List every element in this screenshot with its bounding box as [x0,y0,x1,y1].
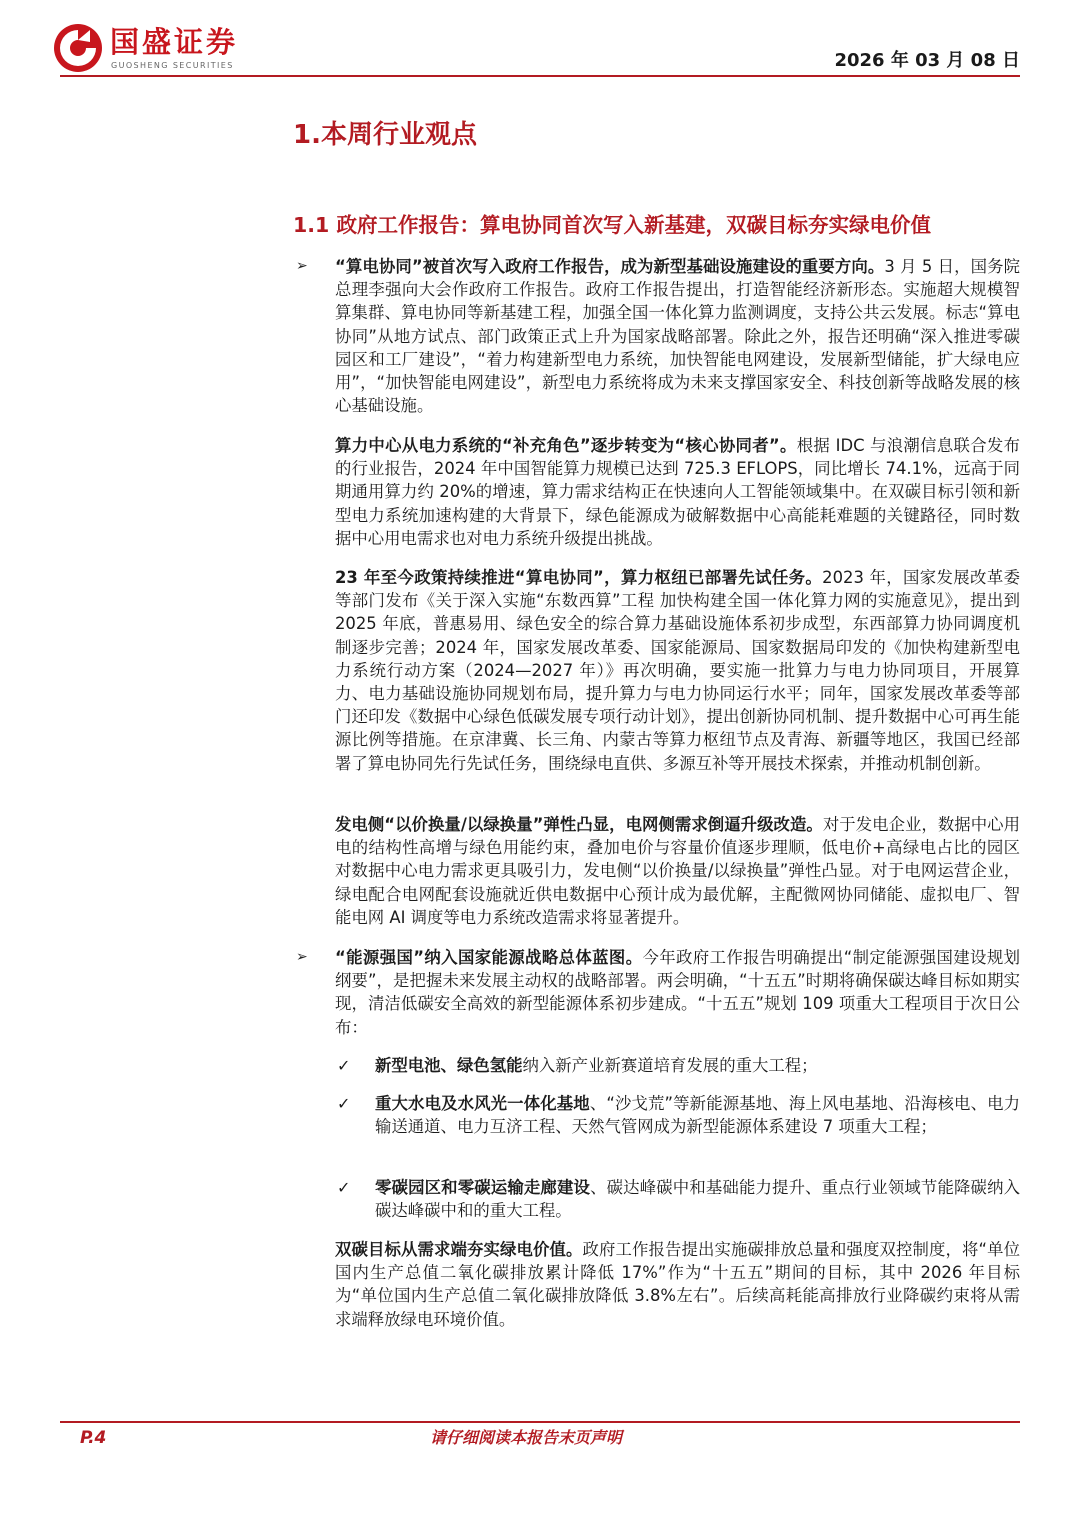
paragraph-6-text: 政府工作报告提出实施碳排放总量和强度双控制度，将“单位国内生产总值二氧化碳排放累计降低 17%”作为“十五五”期间的目标，其中 2026 年目标为“单位国内生产总值二氧化碳排放降低 3.8%左右”。后续高耗能高排放行业降碳约束将从需求端释放绿电环境价值。 [335,1240,1020,1329]
paragraph-6-lead: 双碳目标从需求端夯实绿电价值。 [335,1240,583,1259]
page-header [0,0,1080,80]
check-item-2-lead: 重大水电及水风光一体化基地 [375,1094,590,1113]
bullet-arrow-icon: ➢ [296,949,308,965]
check-item-1-text: 纳入新产业新赛道培育发展的重大工程； [522,1056,818,1075]
paragraph-4-text: 对于发电企业，数据中心用电的结构性高增与绿色用能约束，叠加电价与容量价值逐步理顺，低电价+高绿电占比的园区对数据中心电力需求更具吸引力，发电侧“以价换量/以绿换量”弹性凸显。对于电网运营企业，绿电配合电网配套设施就近供电数据中心预计成为最优解，主配微网协同储能、虚拟电厂、智能电网 AI 调度等电力系统改造需求将显著提升。 [335,815,1020,927]
paragraph-3-lead: 23 年至今政策持续推进“算电协同”，算力枢纽已部署先试任务。 [335,568,823,587]
brand-name-english: GUOSHENG SECURITIES [111,61,234,70]
paragraph-4-lead: 发电侧“以价换量/以绿换量”弹性凸显，电网侧需求倒逼升级改造。 [335,815,823,834]
footer-divider [60,1421,1020,1423]
page-number: P.4 [80,1428,107,1448]
paragraph-5-text: 今年政府工作报告明确提出“制定能源强国建设规划纲要”，是把握未来发展主动权的战略部署。两会明确，“十五五”时期将确保碳达峰目标如期实现，清洁低碳安全高效的新型能源体系初步建成。“十五五”规划 109 项重大工程项目于次日公布： [335,948,1020,1037]
brand-name: 国盛证券 [110,25,239,59]
footer-disclaimer: 请仔细阅读本报告末页声明 [430,1428,623,1447]
check-item-1 [375,1054,1020,1077]
check-item-3-lead: 零碳园区和零碳运输走廊建设 [375,1178,591,1197]
paragraph-1-lead: “算电协同”被首次写入政府工作报告，成为新型基础设施建设的重要方向。 [335,257,885,276]
check-item-3 [375,1176,1020,1222]
section-heading: 1.本周行业观点 [293,120,477,150]
paragraph-6 [335,1238,1020,1331]
check-item-1-lead: 新型电池、绿色氢能 [375,1056,523,1075]
check-item-2-text: 、“沙戈荒”等新能源基地、海上风电基地、沿海核电、电力输送通道、电力互济工程、天然气管网成为新型能源体系建设 7 项重大工程； [375,1094,1021,1137]
paragraph-3 [335,566,1020,775]
bullet-arrow-icon: ➢ [296,258,308,274]
checkmark-icon: ✓ [337,1056,351,1075]
check-item-2 [375,1092,1020,1138]
header-divider [60,75,1020,77]
checkmark-icon: ✓ [337,1094,351,1113]
subsection-heading: 1.1 政府工作报告：算电协同首次写入新基建，双碳目标夯实绿电价值 [293,213,931,237]
paragraph-5-lead: “能源强国”纳入国家能源战略总体蓝图。 [335,948,643,967]
check-item-3-text: 、碳达峰碳中和基础能力提升、重点行业领域节能降碳纳入碳达峰碳中和的重大工程。 [375,1178,1021,1221]
report-date: 2026 年 03 月 08 日 [834,50,1020,71]
guosheng-logo-icon [52,22,104,74]
paragraph-3-text: 2023 年，国家发展改革委等部门发布《关于深入实施“东数西算”工程 加快构建全国一体化算力网的实施意见》，提出到 2025 年底，普惠易用、绿色安全的综合算力基础设施体系初步成型，东西部算力协同调度机制逐步完善；2024 年，国家发展改革委、国家能源局、国家数据局印发的《加快构建新型电力系统行动方案（2024—2027 年）》再次明确，要实施一批算力与电力协同项目，开展算力、电力基础设施协同规划布局，提升算力与电力协同运行水平；同年，国家发展改革委等部门还印发《数据中心绿色低碳发展专项行动计划》，提出创新协同机制、提升数据中心可再生能源比例等措施。在京津冀、长三角、内蒙古等算力枢纽节点及青海、新疆等地区，我国已经部署了算电协同先行先试任务，围绕绿电直供、多源互补等开展技术探索，并推动机制创新。 [335,568,1020,773]
paragraph-2 [335,434,1020,550]
paragraph-1 [335,255,1020,417]
paragraph-5 [335,946,1020,1039]
paragraph-2-text: 根据 IDC 与浪潮信息联合发布的行业报告，2024 年中国智能算力规模已达到 725.3 EFLOPS，同比增长 74.1%，远高于同期通用算力约 20%的增速，算力需求结构正在快速向人工智能领域集中。在双碳目标引领和新型电力系统加速构建的大背景下，绿色能源成为破解数据中心高能耗难题的关键路径，同时数据中心用电需求也对电力系统升级提出挑战。 [335,436,1020,548]
paragraph-4 [335,813,1020,929]
paragraph-1-text: 3 月 5 日，国务院总理李强向大会作政府工作报告。政府工作报告提出，打造智能经济新形态。实施超大规模智算集群、算电协同等新基建工程，加强全国一体化算力监测调度，支持公共云发展。标志“算电协同”从地方试点、部门政策正式上升为国家战略部署。除此之外，报告还明确“深入推进零碳园区和工厂建设”，“着力构建新型电力系统，加快智能电网建设，发展新型储能，扩大绿电应用”，“加快智能电网建设”，新型电力系统将成为未来支撑国家安全、科技创新等战略发展的核心基础设施。 [335,257,1020,416]
paragraph-2-lead: 算力中心从电力系统的“补充角色”逐步转变为“核心协同者”。 [335,436,797,455]
checkmark-icon: ✓ [337,1178,351,1197]
